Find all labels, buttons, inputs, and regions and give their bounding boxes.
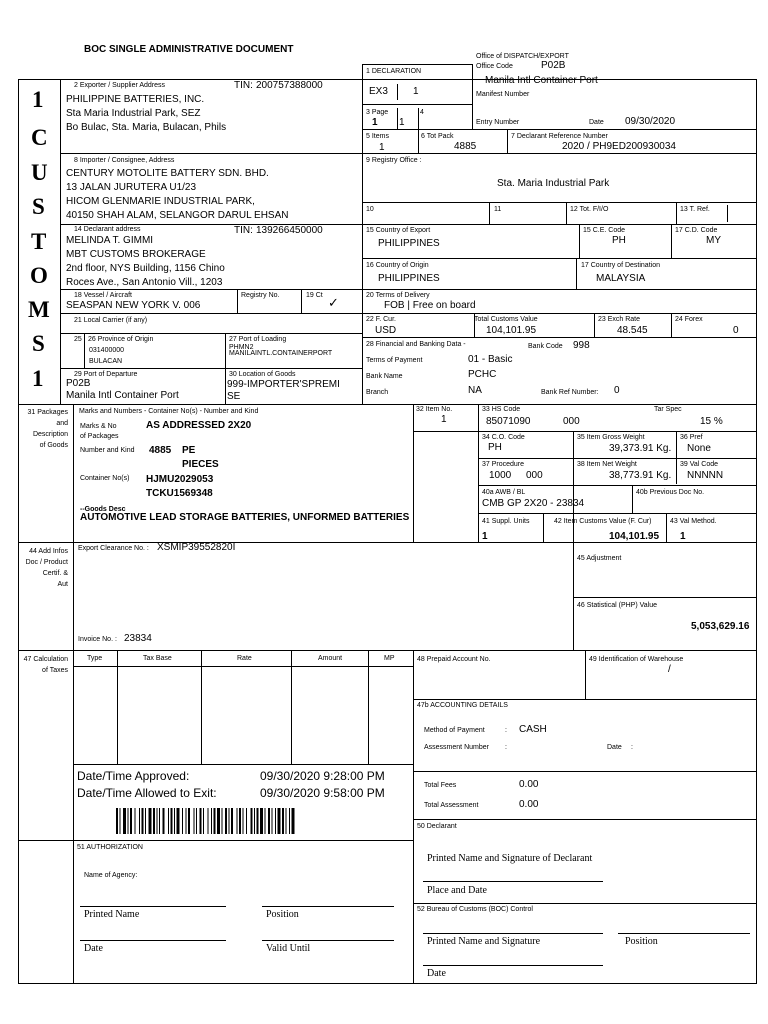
number-kind-label: Number and Kind: [80, 447, 135, 454]
box15ce-label: 15 C.E. Code: [583, 227, 626, 234]
box24-label: 24 Forex: [675, 316, 703, 323]
approved-label: Date/Time Approved:: [77, 769, 190, 783]
box13-label: 13 T. Ref.: [680, 206, 710, 213]
box19-label: 19 Ct: [306, 292, 323, 299]
tax-header-base: Tax Base: [143, 655, 172, 662]
declaration-number: 1: [413, 86, 419, 97]
box33-label: 33 HS Code: [482, 406, 521, 413]
barcode-bar: [159, 808, 160, 834]
declarant-address: 2nd floor, NYS Building, 1156 Chino: [66, 263, 225, 274]
items-value: 1: [379, 142, 385, 153]
declarant-signature-label: Printed Name and Signature of Declarant: [427, 853, 593, 864]
vessel-name: SEASPAN NEW YORK V. 006: [66, 300, 201, 311]
container-number: TCKU1569348: [146, 488, 213, 499]
terms-of-payment-label: Terms of Payment: [366, 357, 423, 364]
total-assessment: 0.00: [519, 799, 539, 810]
barcode-bar: [157, 808, 158, 834]
exporter-name: PHILIPPINE BATTERIES, INC.: [66, 94, 205, 105]
barcode-bar: [194, 808, 195, 834]
barcode-bar: [251, 808, 253, 834]
importer-address: HICOM GLENMARIE INDUSTRIAL PARK,: [66, 196, 255, 207]
container-label: Container No(s): [80, 475, 130, 482]
item-gross-weight: 39,373.91 Kg.: [609, 443, 672, 454]
box9-label: 9 Registry Office :: [366, 157, 422, 164]
declaration-type: EX3: [369, 86, 388, 97]
box14-tin: 139266450000: [256, 225, 323, 236]
barcode-bar: [200, 808, 202, 834]
branch-label: Branch: [366, 389, 389, 396]
val-method: 1: [680, 531, 686, 542]
barcode-bar: [231, 808, 233, 834]
cd-code: MY: [706, 235, 721, 246]
tar-spec-label: Tar Spec: [654, 406, 682, 413]
barcode-bar: [188, 808, 190, 834]
barcode-bar: [116, 808, 118, 834]
preference: None: [687, 443, 711, 454]
boc-position-label: Position: [625, 936, 658, 947]
of-packages-label: of Packages: [80, 433, 119, 440]
boc-signature-label: Printed Name and Signature: [427, 936, 541, 947]
barcode-bar: [246, 808, 247, 834]
barcode-bar: [145, 808, 146, 834]
side-letter: O: [30, 263, 48, 288]
barcode-bar: [268, 808, 270, 834]
invoice-no: 23834: [124, 633, 152, 644]
barcode-bar: [222, 808, 223, 834]
colon: :: [505, 744, 507, 751]
port-loading-code: PHMN2: [229, 344, 254, 351]
province-origin-label: 26 Province of Origin: [88, 336, 154, 343]
importer-name: CENTURY MOTOLITE BATTERY SDN. BHD.: [66, 168, 269, 179]
box38-label: 38 Item Net Weight: [577, 461, 637, 468]
tax-header-rate: Rate: [237, 655, 252, 662]
barcode-bar: [182, 808, 183, 834]
box16-label: 16 Country of Origin: [366, 262, 429, 269]
box43-label: 43 Val Method.: [670, 518, 717, 525]
barcode-bar: [292, 808, 295, 834]
goods-desc-label: --Goods Desc: [80, 506, 126, 513]
box2-label: 2 Exporter / Supplier Address: [74, 82, 166, 89]
awb-bl: CMB GP 2X20 - 23834: [482, 498, 585, 509]
barcode-bar: [128, 808, 129, 834]
marks-header: Marks and Numbers - Container No(s) - Number and Kind: [79, 408, 259, 415]
location-of-goods: 999-IMPORTER'SPREMI: [227, 379, 340, 390]
barcode-bar: [208, 808, 209, 834]
port-departure-code: P02B: [66, 378, 91, 389]
port-loading-name: MANILAINTL.CONTAINERPORT: [229, 350, 333, 357]
barcode-bar: [142, 808, 144, 834]
exporter-address: Bo Bulac, Sta. Maria, Bulacan, Phils: [66, 122, 227, 133]
procedure-code: 1000: [489, 470, 512, 481]
country-of-destination: MALAYSIA: [596, 273, 646, 284]
barcode-bar: [225, 808, 227, 834]
barcode-bar: [237, 808, 238, 834]
box29-label: 29 Port of Departure: [74, 371, 138, 378]
box47b-label: 47b ACCOUNTING DETAILS: [417, 702, 508, 709]
forex: 0: [733, 325, 739, 336]
val-code: NNNNN: [687, 470, 724, 481]
box7-label: 7 Declarant Reference Number: [511, 133, 608, 140]
box47-label: 47 Calculation of Taxes: [23, 656, 68, 674]
barcode-bar: [275, 808, 276, 834]
barcode-bar: [239, 808, 241, 834]
item-customs-value: 104,101.95: [609, 531, 660, 542]
suppl-units: 1: [482, 531, 488, 542]
exit-datetime: 09/30/2020 9:58:00 PM: [260, 786, 385, 800]
box12-label: 12 Tot. F/I/O: [570, 206, 609, 213]
goods-description: AUTOMOTIVE LEAD STORAGE BATTERIES, UNFORMED BATTERIES: [80, 512, 410, 523]
manifest-label: Manifest Number: [476, 91, 530, 98]
barcode-bar: [260, 808, 263, 834]
office-code-label: Office Code: [476, 63, 513, 70]
exchange-rate: 48.545: [617, 325, 648, 336]
tot-pack-value: 4885: [454, 141, 477, 152]
total-assessment-label: Total Assessment: [424, 802, 479, 809]
box48-label: 48 Prepaid Account No.: [417, 656, 491, 663]
box35-label: 35 Item Gross Weight: [577, 434, 645, 441]
barcode-bar: [254, 808, 255, 834]
container-number: HJMU2029053: [146, 474, 214, 485]
invoice-label: Invoice No. :: [78, 636, 117, 643]
tar-spec: 15 %: [700, 416, 723, 427]
barcode-bar: [163, 808, 165, 834]
box2-tin: 200757388000: [256, 80, 323, 91]
terms-of-payment: 01 - Basic: [468, 354, 513, 365]
box17cd-label: 17 C.D. Code: [675, 227, 718, 234]
barcode-bar: [120, 808, 121, 834]
hs-code-suffix: 000: [563, 416, 580, 427]
box17-label: 17 Country of Destination: [581, 262, 660, 269]
location-of-goods: SE: [227, 391, 241, 402]
ce-code: PH: [612, 235, 626, 246]
total-customs-value-label: Total Customs Value: [474, 316, 538, 323]
country-of-export: PHILIPPINES: [378, 238, 440, 249]
box1-label: 1 DECLARATION: [366, 68, 422, 75]
item-number: 1: [441, 414, 447, 425]
procedure-code-extra: 000: [526, 470, 543, 481]
province-code: 031400000: [89, 347, 125, 354]
page-total: 1: [399, 117, 405, 128]
box8-label: 8 Importer / Consignee, Address: [74, 157, 175, 164]
bank-code: 998: [573, 340, 590, 351]
side-letter: 1: [32, 366, 44, 391]
barcode-bar: [186, 808, 187, 834]
box25-label: 25: [74, 336, 82, 343]
box41-label: 41 Suppl. Units: [482, 518, 530, 525]
statistical-value: 5,053,629.16: [691, 621, 750, 632]
box22-label: 22 F. Cur.: [366, 316, 396, 323]
side-letter: 1: [32, 87, 44, 112]
total-customs-value: 104,101.95: [486, 325, 537, 336]
package-kind: PE: [182, 445, 196, 456]
side-letter: U: [31, 160, 48, 185]
export-clearance-no: XSMIP39552820I: [157, 542, 236, 553]
entry-date: 09/30/2020: [625, 116, 676, 127]
barcode-bar: [217, 808, 220, 834]
document-title: BOC SINGLE ADMINISTRATIVE DOCUMENT: [84, 44, 294, 55]
declarant-company: MBT CUSTOMS BROKERAGE: [66, 249, 206, 260]
barcode-bar: [214, 808, 216, 834]
box6-label: 6 Tot Pack: [421, 133, 454, 140]
box4-label: 4: [420, 109, 424, 116]
box27-label: 27 Port of Loading: [229, 336, 287, 343]
colon: :: [505, 727, 507, 734]
box10-label: 10: [366, 206, 374, 213]
barcode-bar: [174, 808, 175, 834]
barcode-bar: [171, 808, 173, 834]
export-clearance-label: Export Clearance No. :: [78, 545, 149, 552]
bank-ref-label: Bank Ref Number:: [541, 389, 599, 396]
box37-label: 37 Procedure: [482, 461, 525, 468]
position-label: Position: [266, 909, 299, 920]
box3-label: 3 Page: [366, 109, 389, 116]
marks-value: AS ADDRESSED 2X20: [146, 420, 252, 431]
port-departure-name: Manila Intl Container Port: [66, 390, 179, 401]
bank-code-label: Bank Code: [528, 343, 563, 350]
box42-label: 42 Item Customs Value (F. Cur): [554, 518, 652, 525]
place-date-label: Place and Date: [427, 885, 487, 896]
total-fees-label: Total Fees: [424, 782, 457, 789]
office-code: P02B: [541, 60, 566, 71]
barcode-bar: [243, 808, 244, 834]
method-of-payment: CASH: [519, 724, 547, 735]
barcode-bar: [257, 808, 259, 834]
package-kind: PIECES: [182, 459, 219, 470]
box14-tin-label: TIN:: [234, 225, 253, 236]
declarant-address: Roces Ave., San Antonio Vill., 1203: [66, 277, 223, 288]
box28-label: 28 Financial and Banking Data -: [366, 341, 466, 348]
tax-header-mp: MP: [384, 655, 395, 662]
side-letter: T: [31, 229, 47, 254]
barcode-bar: [203, 808, 204, 834]
date-label: Date: [84, 943, 103, 954]
hs-code: 85071090: [486, 416, 531, 427]
bank-name-label: Bank Name: [366, 373, 403, 380]
declarant-name: MELINDA T. GIMMI: [66, 235, 154, 246]
box50-label: 50 Declarant: [417, 823, 457, 830]
importer-address: 40150 SHAH ALAM, SELANGOR DARUL EHSAN: [66, 210, 289, 221]
printed-name-label: Printed Name: [84, 909, 140, 920]
agency-label: Name of Agency:: [84, 872, 138, 879]
box34-label: 34 C.O. Code: [482, 434, 525, 441]
box51-label: 51 AUTHORIZATION: [77, 844, 143, 851]
barcode-bar: [123, 808, 126, 834]
box15-label: 15 Country of Export: [366, 227, 431, 234]
box39-label: 39 Val Code: [680, 461, 719, 468]
country-of-origin: PHILIPPINES: [378, 273, 440, 284]
barcode-bar: [282, 808, 284, 834]
total-fees: 0.00: [519, 779, 539, 790]
barcode-bar: [168, 808, 169, 834]
box11-label: 11: [494, 206, 502, 213]
boc-date-label: Date: [427, 968, 446, 979]
entry-date-label: Date: [589, 119, 604, 126]
barcode: [116, 808, 364, 834]
office-dispatch-label: Office of DISPATCH/EXPORT: [476, 53, 569, 60]
barcode-bar: [229, 808, 230, 834]
co-code: PH: [488, 442, 502, 453]
barcode-bar: [289, 808, 290, 834]
barcode-bar: [149, 808, 152, 834]
colon: :: [631, 744, 633, 751]
box52-label: 52 Bureau of Customs (BOC) Control: [417, 906, 533, 913]
box46-label: 46 Statistical (PHP) Value: [577, 602, 658, 609]
barcode-bar: [135, 808, 136, 834]
approved-datetime: 09/30/2020 9:28:00 PM: [260, 769, 385, 783]
box21-label: 21 Local Carrier (if any): [74, 317, 148, 324]
office-name: Manila Intl Container Port: [485, 75, 598, 86]
box20-label: 20 Terms of Delivery: [366, 292, 430, 299]
side-letter: S: [32, 194, 45, 219]
check-icon: ✓: [328, 295, 339, 310]
box49-label: 49 Identification of Warehouse: [589, 656, 684, 663]
registry-no-label: Registry No.: [241, 292, 280, 299]
page-number: 1: [372, 117, 378, 128]
tax-header-type: Type: [87, 655, 103, 662]
valid-until-label: Valid Until: [266, 943, 311, 954]
box23-label: 23 Exch Rate: [598, 316, 641, 323]
assessment-number-label: Assessment Number: [424, 744, 489, 751]
box40b-label: 40b Previous Doc No.: [636, 489, 705, 496]
box18-label: 18 Vessel / Aircraft: [74, 292, 132, 299]
bank-name: PCHC: [468, 369, 497, 380]
exit-label: Date/Time Allowed to Exit:: [77, 786, 217, 800]
registry-office: Sta. Maria Industrial Park: [497, 178, 610, 189]
barcode-bar: [130, 808, 132, 834]
box2-tin-label: TIN:: [234, 80, 253, 91]
method-of-payment-label: Method of Payment: [424, 727, 485, 734]
box30-label: 30 Location of Goods: [229, 371, 296, 378]
barcode-bar: [278, 808, 281, 834]
barcode-bar: [211, 808, 212, 834]
barcode-bar: [196, 808, 197, 834]
currency: USD: [375, 325, 397, 336]
tax-header-amount: Amount: [318, 655, 343, 662]
assessment-date-label: Date: [607, 744, 622, 751]
barcode-bar: [139, 808, 140, 834]
warehouse-id: /: [668, 664, 671, 675]
item-net-weight: 38,773.91 Kg.: [609, 470, 672, 481]
package-count: 4885: [149, 445, 172, 456]
box44-label: 44 Add Infos Doc / Product Certif. & Aut: [25, 548, 68, 588]
barcode-bar: [153, 808, 155, 834]
box31-label: 31 Packages and Description of Goods: [27, 409, 68, 449]
side-letter: C: [31, 125, 48, 150]
exporter-address: Sta Maria Industrial Park, SEZ: [66, 108, 201, 119]
box14-label: 14 Declarant address: [74, 226, 141, 233]
entry-number-label: Entry Number: [476, 119, 520, 126]
box40a-label: 40a AWB / BL: [482, 489, 526, 496]
box32-label: 32 Item No.: [416, 406, 453, 413]
barcode-bar: [272, 808, 273, 834]
bank-ref: 0: [614, 385, 620, 396]
barcode-bar: [265, 808, 266, 834]
box36-label: 36 Pref: [680, 434, 703, 441]
box5-label: 5 Items: [366, 133, 389, 140]
branch: NA: [468, 385, 482, 396]
barcode-bar: [177, 808, 180, 834]
side-letter: M: [28, 297, 50, 322]
declarant-reference: 2020 / PH9ED200930034: [562, 141, 676, 152]
terms-of-delivery: FOB | Free on board: [384, 300, 476, 311]
side-letter: S: [32, 331, 45, 356]
box45-label: 45 Adjustment: [577, 555, 622, 562]
province-name: BULACAN: [89, 358, 123, 365]
importer-address: 13 JALAN JURUTERA U1/23: [66, 182, 197, 193]
barcode-bar: [286, 808, 287, 834]
marks-label: Marks & No: [80, 423, 117, 430]
